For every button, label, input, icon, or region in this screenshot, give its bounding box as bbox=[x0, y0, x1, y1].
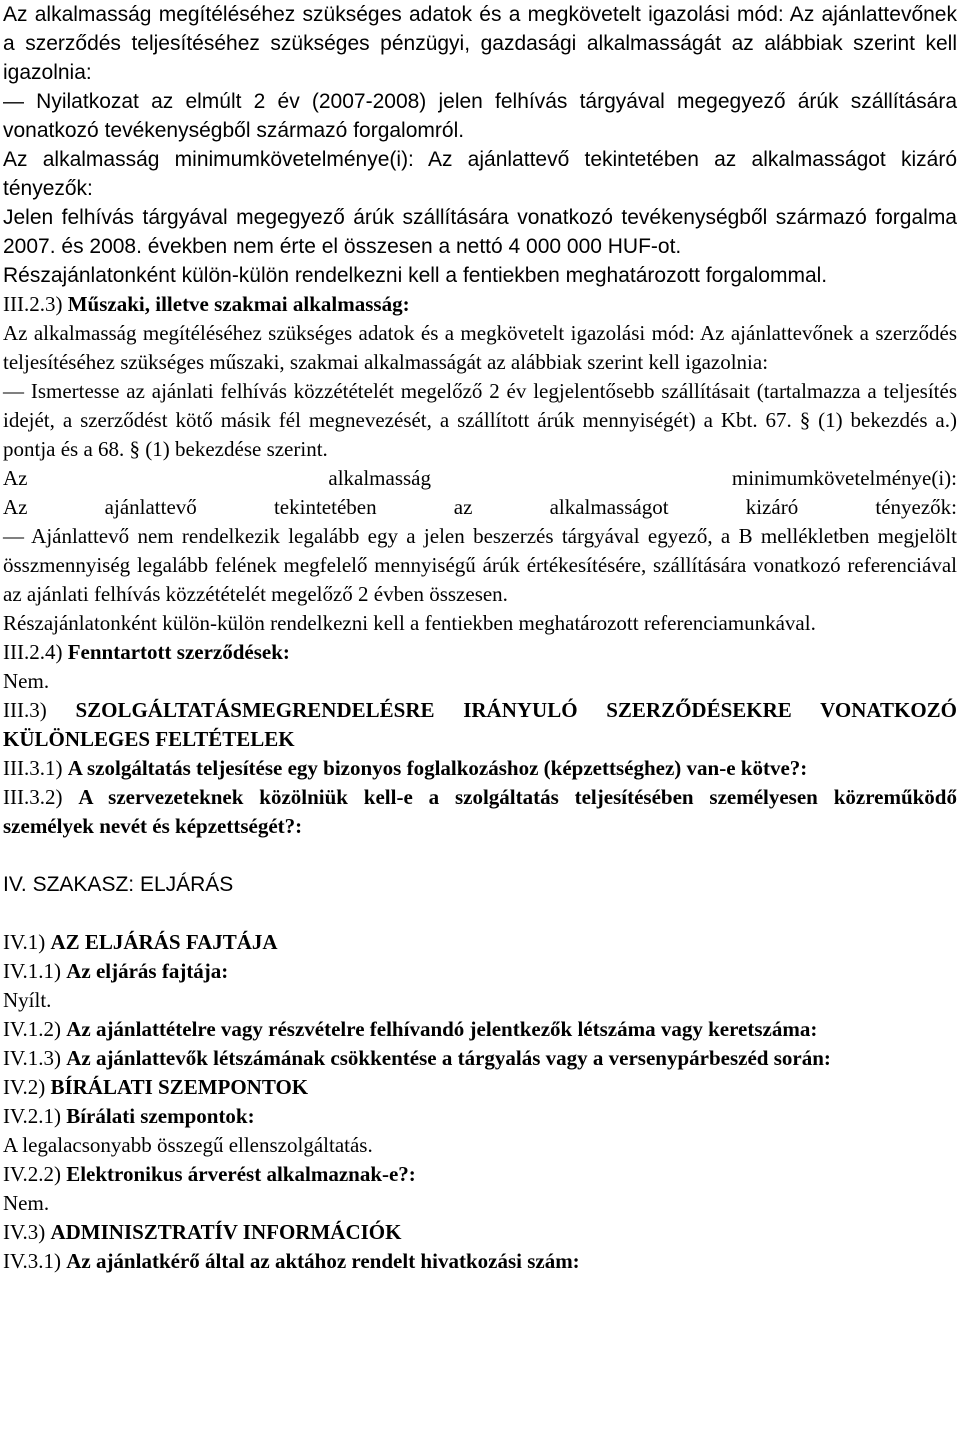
section-heading-iii-3 bbox=[3, 696, 957, 754]
section-heading-iv-2-2 bbox=[3, 1160, 957, 1189]
section-heading-iii-3-2 bbox=[3, 783, 957, 841]
section-heading-iv-1-3 bbox=[3, 1044, 957, 1073]
section-heading-iii-2-4 bbox=[3, 638, 957, 667]
section-title: Az ajánlattevők létszámának csökkentése a tárgyalás vagy a versenypárbeszéd során: bbox=[66, 1046, 831, 1070]
spacer bbox=[3, 899, 957, 928]
section-number: IV.1.2) bbox=[3, 1017, 67, 1041]
section-title: Fenntartott szerződések: bbox=[67, 640, 290, 664]
paragraph-financial-minimum: Az alkalmasság minimumkövetelménye(i): Az ajánlattevő tekintetében az alkalmasságot kizáró tényezők: bbox=[3, 148, 957, 200]
section-heading-iii-3-1 bbox=[3, 754, 957, 783]
paragraph-financial-method: Az alkalmasság megítéléséhez szükséges adatok és a megkövetelt igazolási mód: Az ajánlattevőnek a szerződés teljesítéséhez szükséges pénzügyi, gazdasági alkalmasságát az alábbiak szerint kell igazolnia: bbox=[3, 3, 957, 84]
paragraph-technical-partial: Részajánlatonként külön-külön rendelkezni kell a fentiekben meghatározott referenciamunkával. bbox=[3, 611, 816, 635]
paragraph-financial-turnover: Jelen felhívás tárgyával megegyező árúk szállítására vonatkozó tevékenységből származó forgalma 2007. és 2008. években nem érte el összesen a nettó 4 000 000 HUF-ot. bbox=[3, 206, 957, 258]
section-number: III.2.4) bbox=[3, 640, 68, 664]
section-heading-iii-2-3 bbox=[3, 290, 957, 319]
section-heading-iv-1 bbox=[3, 928, 957, 957]
section-heading-iv-2-1 bbox=[3, 1102, 957, 1131]
section-value-iv-1-1: Nyílt. bbox=[3, 988, 52, 1012]
section-title: Bírálati szempontok: bbox=[66, 1104, 255, 1128]
section-number: IV.1.3) bbox=[3, 1046, 67, 1070]
section-title: Az eljárás fajtája: bbox=[66, 959, 229, 983]
section-heading-iv-1-2 bbox=[3, 1015, 957, 1044]
section-title: SZOLGÁLTATÁSMEGRENDELÉSRE IRÁNYULÓ SZERZŐDÉSEKRE VONATKOZÓ KÜLÖNLEGES FELTÉTELEK bbox=[3, 698, 957, 751]
section-title: Műszaki, illetve szakmai alkalmasság: bbox=[67, 292, 410, 316]
section-title: A szervezeteknek közölniük kell-e a szolgáltatás teljesítésében személyesen közreműködő személyek nevét és képzettségét?: bbox=[3, 785, 957, 838]
section-value-iv-2-2: Nem. bbox=[3, 1191, 50, 1215]
paragraph-technical-method: Az alkalmasság megítéléséhez szükséges adatok és a megkövetelt igazolási mód: Az ajánlattevőnek a szerződés teljesítéséhez szükséges műszaki, szakmai alkalmasságát az alábbiak szerint kell igazolnia: bbox=[3, 321, 957, 374]
paragraph-technical-exclusion: Az ajánlattevő tekintetében az alkalmasságot kizáró tényezők: bbox=[3, 495, 957, 519]
section-title: AZ ELJÁRÁS FAJTÁJA bbox=[50, 930, 278, 954]
section-number: IV.3) bbox=[3, 1220, 51, 1244]
paragraph-technical-reference: — Ajánlattevő nem rendelkezik legalább egy a jelen beszerzés tárgyával egyező, a B mellékletben megjelölt összmennyiség legalább felének megfelelő mennyiségű árúk értékesítésére, szállítására vonatkozó referenciával az ajánlati felhívás közzétételét megelőző 2 évben összesen. bbox=[3, 524, 957, 606]
paragraph-financial-partial: Részajánlatonként külön-külön rendelkezni kell a fentiekben meghatározott forgalommal. bbox=[3, 264, 828, 287]
section-number: IV.1) bbox=[3, 930, 51, 954]
paragraph-technical-minimum: Az alkalmasság minimumkövetelménye(i): bbox=[3, 466, 957, 490]
spacer bbox=[3, 841, 957, 870]
section-heading-iv: IV. SZAKASZ: ELJÁRÁS bbox=[3, 873, 234, 896]
section-number: IV.3.1) bbox=[3, 1249, 67, 1273]
section-number: III.2.3) bbox=[3, 292, 68, 316]
section-heading-iv-2 bbox=[3, 1073, 957, 1102]
section-number: III.3) bbox=[3, 698, 76, 722]
section-title: Az ajánlattételre vagy részvételre felhívandó jelentkezők létszáma vagy keretszáma: bbox=[66, 1017, 818, 1041]
section-title: Elektronikus árverést alkalmaznak-e?: bbox=[66, 1162, 416, 1186]
section-heading-iv-1-1 bbox=[3, 957, 957, 986]
section-title: A szolgáltatás teljesítése egy bizonyos foglalkozáshoz (képzettséghez) van-e kötve?: bbox=[67, 756, 808, 780]
section-value-iii-2-4: Nem. bbox=[3, 669, 50, 693]
section-number: IV.2) bbox=[3, 1075, 51, 1099]
section-number: IV.2.1) bbox=[3, 1104, 67, 1128]
section-title: BÍRÁLATI SZEMPONTOK bbox=[50, 1075, 309, 1099]
section-title: Az ajánlatkérő által az aktához rendelt hivatkozási szám: bbox=[66, 1249, 580, 1273]
section-number: IV.1.1) bbox=[3, 959, 67, 983]
section-value-iv-2-1: A legalacsonyabb összegű ellenszolgáltatás. bbox=[3, 1133, 373, 1157]
section-number: III.3.1) bbox=[3, 756, 68, 780]
section-number: IV.2.2) bbox=[3, 1162, 67, 1186]
paragraph-financial-statement: — Nyilatkozat az elmúlt 2 év (2007-2008) jelen felhívás tárgyával megegyező árúk szállítására vonatkozó tevékenységből származó forgalomról. bbox=[3, 90, 957, 142]
section-number: III.3.2) bbox=[3, 785, 79, 809]
section-heading-iv-3 bbox=[3, 1218, 957, 1247]
section-heading-iv-3-1 bbox=[3, 1247, 957, 1276]
section-title: ADMINISZTRATÍV INFORMÁCIÓK bbox=[50, 1220, 402, 1244]
paragraph-technical-deliveries: — Ismertesse az ajánlati felhívás közzétételét megelőző 2 év legjelentősebb szállításait (tartalmazza a teljesítés idejét, a szerződést kötő másik fél megnevezését, a szállított árúk mennyiségét) a Kbt. 67. § (1) bekezdés a.) pontja és a 68. § (1) bekezdése szerint. bbox=[3, 379, 957, 461]
